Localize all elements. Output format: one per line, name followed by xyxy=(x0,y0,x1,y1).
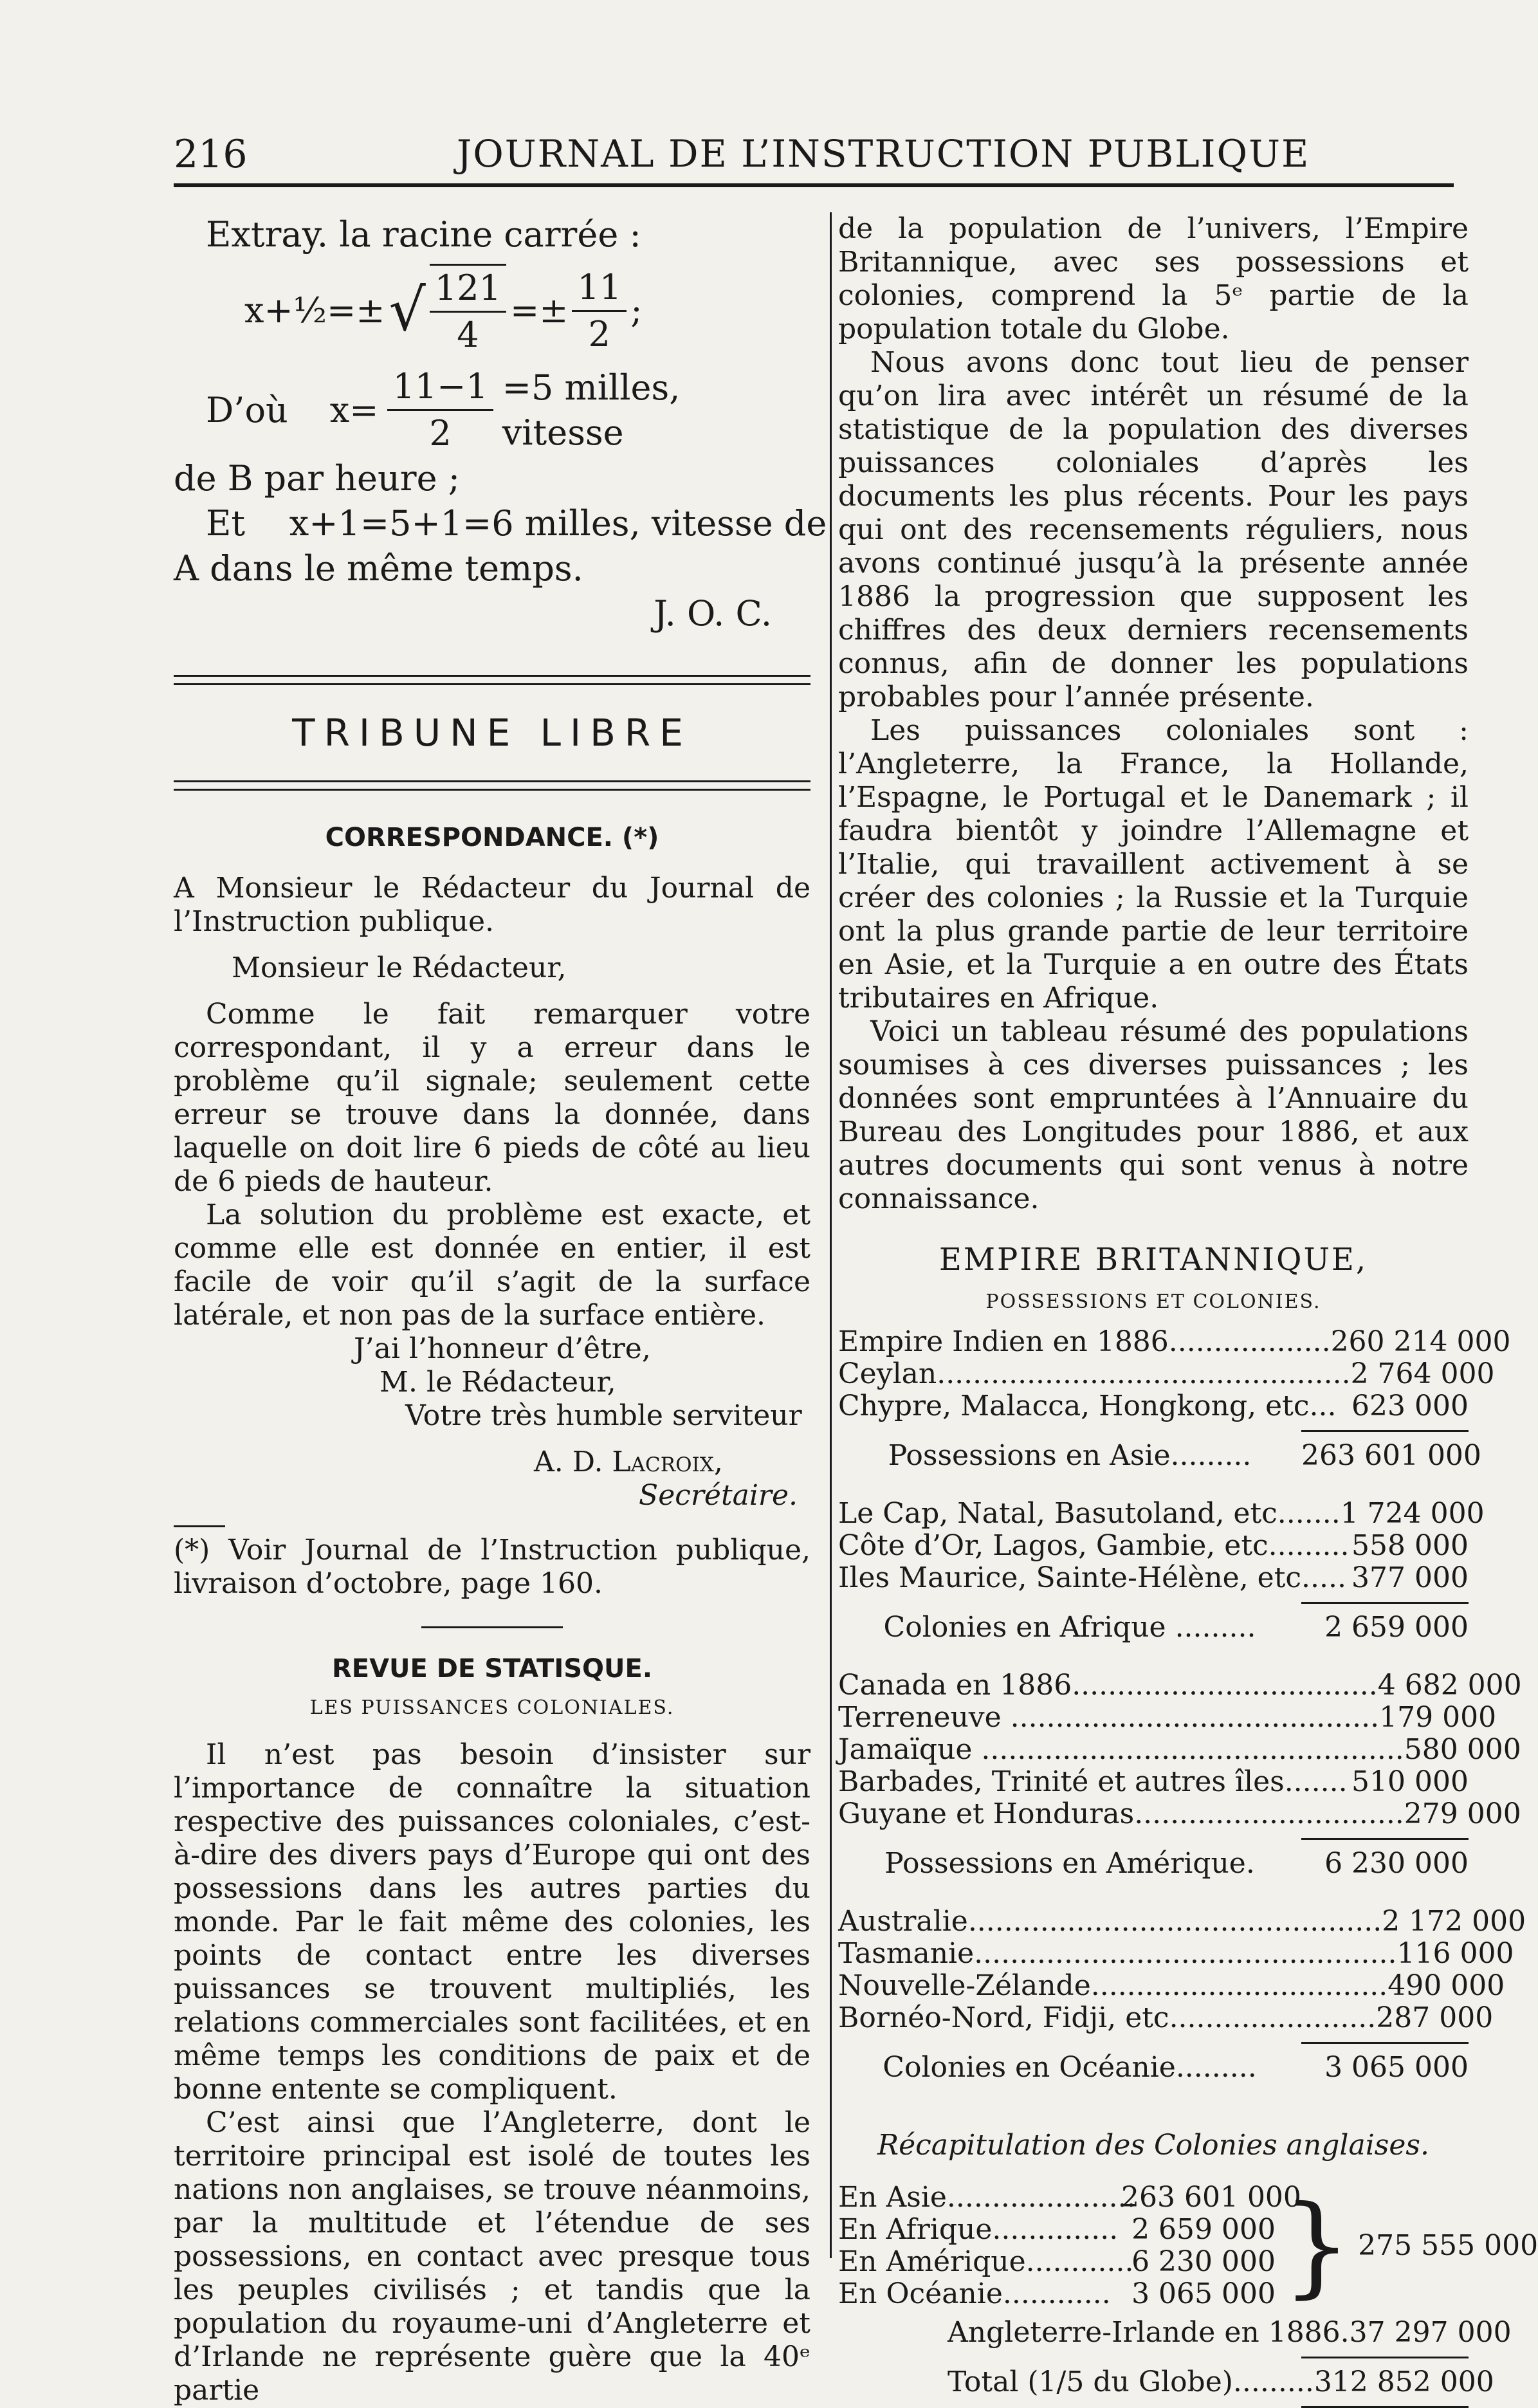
eq1-lhs: x+½=± xyxy=(244,290,385,331)
address-line: A Monsieur le Rédacteur du Journal de l’Instruction publique. xyxy=(174,872,810,938)
closing-2: M. le Rédacteur, xyxy=(380,1366,616,1399)
brace: } xyxy=(1282,2182,1352,2310)
table-row: Côte d’Or, Lagos, Gambie, etc......... 558 000 xyxy=(838,1529,1469,1562)
right-para-3: Les puissances coloniales sont : l’Angleterre, la France, la Hollande, l’Espagne, le Portugal et le Danemark ; il faudra bientôt y joindre l’Allemagne et l’Italie, qui travaillent activement à se créer des colonies ; la Russie et la Turquie ont la plus grande partie de leur territoire en Asie, et la Turquie a en outre des États tributaires en Afrique. xyxy=(838,714,1469,1015)
sign-title: Secrétaire. xyxy=(639,1479,798,1512)
sqrt-fraction xyxy=(430,264,506,358)
recap-sum: 275 555 000 xyxy=(1358,2229,1538,2262)
oceanie-group xyxy=(838,1905,1526,2084)
table-row: Iles Maurice, Sainte-Hélène, etc..... 377 000 xyxy=(838,1561,1469,1594)
left-column xyxy=(174,212,827,2407)
recap-row: En Asie..................... 263 601 000 xyxy=(838,2181,1301,2214)
table-row: Australie.............................................. 2 172 000 xyxy=(838,1905,1526,1938)
revue-para-1: Il n’est pas besoin d’insister sur l’importance de connaître la situation respective des puissances coloniales, c’est-à-dire des divers pays d’Europe qui ont des possessions dans les autres parties du monde. Par le fait même des colonies, les points de contact entre les diverses puissances se trouvent multipliés, les relations commerciales sont facilitées, et en même temps les conditions de paix et de bonne entente se compliquent. xyxy=(174,1738,810,2106)
spacer xyxy=(838,1880,1469,1906)
line-b: de B par heure ; xyxy=(174,458,460,499)
line-et: Et x+1=5+1=6 milles, vitesse de xyxy=(206,503,827,544)
subtotal-rule xyxy=(1301,2042,1469,2044)
table-row: Barbades, Trinité et autres îles....... 510 000 xyxy=(838,1765,1469,1798)
asie-group xyxy=(838,1325,1511,1472)
eq2-fraction xyxy=(387,364,493,456)
footnote-rule xyxy=(174,1525,225,1527)
revue-heading: REVUE DE STATISQUE. xyxy=(331,1654,653,1684)
table-title: EMPIRE BRITANNIQUE, xyxy=(938,1242,1368,1278)
recap-list xyxy=(838,2181,1301,2310)
recap-title: Récapitulation des Colonies anglaises. xyxy=(877,2129,1429,2162)
grand-total-row: Total (1/5 du Globe)......... 312 852 000 xyxy=(948,2366,1494,2398)
subtotal-row: Colonies en Océanie......... 3 065 000 xyxy=(883,2051,1469,2084)
journal-title: JOURNAL DE L’INSTRUCTION PUBLIQUE xyxy=(457,132,1310,176)
revue-subheading: LES PUISSANCES COLONIALES. xyxy=(309,1696,675,1719)
page-number: 216 xyxy=(174,132,248,177)
amerique-group xyxy=(838,1669,1522,1880)
letter-para-2: La solution du problème est exacte, et comme elle est donnée en entier, il est facile de voir qu’il s’agit de la surface latérale, et non pas de la surface entière. xyxy=(174,1199,810,1332)
subtotal-rule xyxy=(1301,1838,1469,1840)
recap-row: En Afrique.............. 2 659 000 xyxy=(838,2213,1276,2246)
table-row: Nouvelle-Zélande................................. 490 000 xyxy=(838,1969,1505,2002)
table-row: Le Cap, Natal, Basutoland, etc....... 1 724 000 xyxy=(838,1497,1485,1530)
eq2-var: x= xyxy=(329,389,379,430)
sqrt-num: 121 xyxy=(430,266,506,313)
right-para-4: Voici un tableau résumé des populations soumises à ces diverses puissances ; les données sont empruntées à l’Annuaire du Bureau des Longitudes pour 1886, et aux autres documents qui sont venus à notre connaissance. xyxy=(838,1015,1469,1215)
table-row: Guyane et Honduras.............................. 279 000 xyxy=(838,1797,1521,1830)
sqrt-symbol: √ xyxy=(389,277,426,344)
salutation: Monsieur le Rédacteur, xyxy=(232,951,567,984)
eq2-rest: =5 milles, vitesse xyxy=(502,367,681,453)
recap-table xyxy=(838,2181,1538,2310)
table-subtitle: POSSESSIONS ET COLONIES. xyxy=(985,1291,1321,1313)
subtotal-rule xyxy=(1301,1430,1469,1432)
rule-bottom xyxy=(174,780,810,791)
line-a: A dans le même temps. xyxy=(174,548,583,589)
spacer xyxy=(838,1644,1469,1669)
table-row: Jamaïque ............................................... 580 000 xyxy=(838,1733,1521,1766)
letter-para-1: Comme le fait remarquer votre correspondant, il y a erreur dans le problème qu’il signale; seulement cette erreur se trouve dans la donnée, dans laquelle on doit lire 6 pieds de côté au lieu de 6 pieds de hauteur. xyxy=(174,998,810,1198)
closing-3: Votre très humble serviteur xyxy=(405,1399,802,1432)
eq1-mid: =± xyxy=(509,290,569,331)
page-header xyxy=(174,125,1454,187)
table-row: Ceylan.............................................. 2 764 000 xyxy=(838,1357,1495,1390)
eq1-end: ; xyxy=(630,290,643,331)
eq2-prefix: D’où xyxy=(206,389,288,430)
signature-joc: J. O. C. xyxy=(654,593,772,634)
right-para-2: Nous avons donc tout lieu de penser qu’on lira avec intérêt un résumé de la statistique de la population des diverses puissances coloniales d’après les documents les plus récents. Pour les pays qui ont des recensements réguliers, nous avons continué jusqu’à la présente année 1886 la progression que supposent les chiffres des deux derniers recensements connus, afin de donner les populations probables pour l’année présente. xyxy=(838,346,1469,713)
eq2-num: 11−1 xyxy=(387,364,493,411)
afrique-group xyxy=(838,1497,1485,1644)
correspondance-heading: CORRESPONDANCE. (*) xyxy=(325,823,659,852)
right-column xyxy=(830,212,1538,2398)
table-row: Empire Indien en 1886.................. 260 214 000 xyxy=(838,1325,1511,1358)
section-rule xyxy=(421,1626,563,1628)
closing-1: J’ai l’honneur d’être, xyxy=(354,1332,651,1365)
subtotal-row: Colonies en Afrique ......... 2 659 000 xyxy=(883,1611,1469,1644)
table-row: Canada en 1886.................................. 4 682 000 xyxy=(838,1669,1522,1702)
equation-result xyxy=(174,364,810,456)
sign-name: A. D. Lacroix, xyxy=(534,1446,723,1478)
table-row: Bornéo-Nord, Fidji, etc....................... 287 000 xyxy=(838,2001,1494,2034)
table-row: Chypre, Malacca, Hongkong, etc... 623 000 xyxy=(838,1390,1469,1422)
revue-para-2: C’est ainsi que l’Angleterre, dont le territoire principal est isolé de toutes les nations non anglaises, se trouve néanmoins, par la multitude et l’étendue de ses possessions, en contact avec presque tous les peuples civilisés ; et tandis que la population du royaume-uni d’Angleterre et d’Irlande ne représente guère que la 40ᵉ partie xyxy=(174,2106,810,2407)
tribune-heading: TRIBUNE LIBRE xyxy=(292,711,692,755)
eq1-den: 2 xyxy=(588,313,610,354)
extract-line: Extray. la racine carrée : xyxy=(206,214,641,255)
recap-row: En Amérique............ 6 230 000 xyxy=(838,2245,1276,2278)
subtotal-row: Possessions en Asie......... 263 601 000 xyxy=(888,1439,1481,1472)
right-para-1: de la population de l’univers, l’Empire Britannique, avec ses possessions et colonies, comprend la 5ᵉ partie de la population totale du Globe. xyxy=(838,212,1469,345)
subtotal-rule xyxy=(1301,1602,1469,1604)
footnote: (*) Voir Journal de l’Instruction publique, livraison d’octobre, page 160. xyxy=(174,1534,810,1600)
recap-row: En Océanie............ 3 065 000 xyxy=(838,2277,1276,2310)
equation-sqrt xyxy=(244,264,810,358)
total-rule xyxy=(1301,2357,1469,2358)
subtotal-row: Possessions en Amérique. 6 230 000 xyxy=(884,1847,1469,1880)
table-row: Terreneuve ......................................... 179 000 xyxy=(838,1701,1497,1734)
table-row: Tasmanie............................................... 116 000 xyxy=(838,1937,1514,1970)
sqrt-den: 4 xyxy=(457,315,479,355)
eq2-den: 2 xyxy=(429,413,452,454)
rule-top xyxy=(174,675,810,685)
angleterre-row: Angleterre-Irlande en 1886. 37 297 000 xyxy=(948,2316,1512,2349)
spacer xyxy=(838,1472,1469,1498)
eq1-num: 11 xyxy=(572,265,627,312)
eq1-fraction xyxy=(572,265,627,357)
